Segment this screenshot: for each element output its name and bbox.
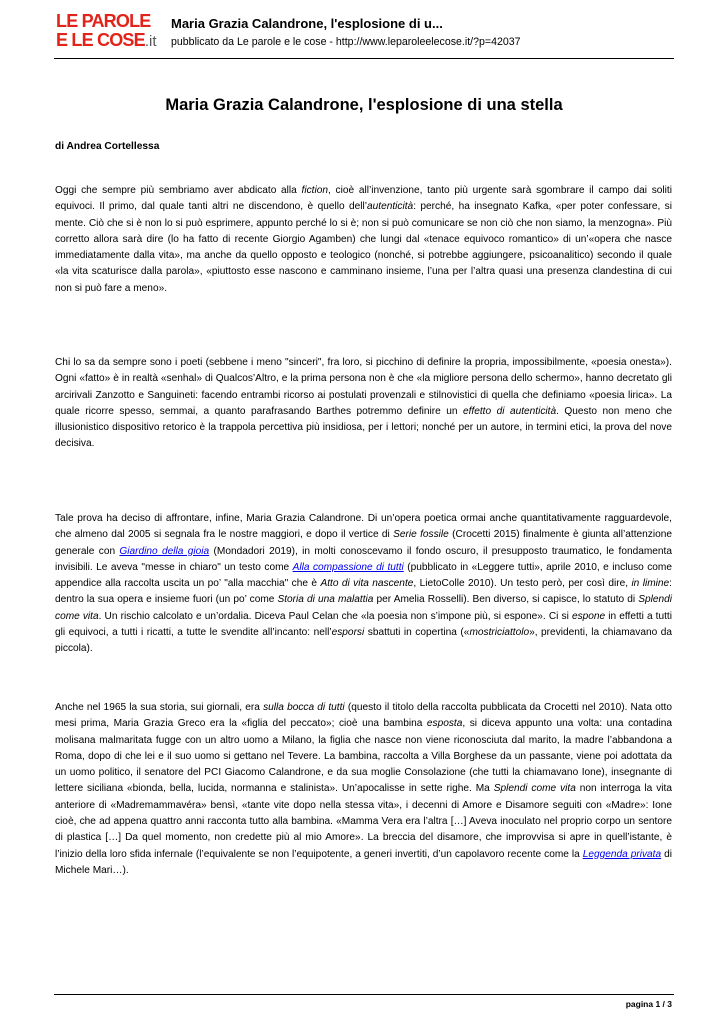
article-paragraph-4 xyxy=(55,700,672,879)
header-publication-info: pubblicato da Le parole e le cose - http://www.leparoleelecose.it/?p=42037 xyxy=(171,36,521,48)
logo-line-2 xyxy=(56,31,166,49)
italic-text: Serie fossile xyxy=(393,529,449,541)
text-run: », previdenti, la chiamavano da piccola). xyxy=(55,627,673,655)
article-title: Maria Grazia Calandrone, l'esplosione di una stella xyxy=(165,96,563,114)
text-run: : dentro la sua opera e insieme fuori (un po’ come xyxy=(55,578,672,606)
italic-text: mostriciattolo xyxy=(469,627,530,639)
italic-text: fiction xyxy=(301,185,328,196)
text-run: in effetti a tutti gli equivoci, a tutti i ricatti, a tutte le svendite all’incanto: nell’ xyxy=(55,610,672,639)
article-paragraph-2 xyxy=(55,355,672,453)
page-number: pagina 1 / 3 xyxy=(625,999,672,1009)
text-run: (questo il titolo della raccolta pubblicata da Crocetti nel 2010). Nata otto mesi prima, Maria Grazia Greco era la «figlia del peccato»; cioè una bambina xyxy=(55,702,673,730)
text-run: per Amelia Rosselli). Ben diverso, si capisce, lo statuto di xyxy=(373,594,639,606)
text-run: di Michele Mari…). xyxy=(55,848,672,876)
article-link[interactable]: Giardino della gioia xyxy=(119,545,210,557)
header-divider xyxy=(54,58,674,59)
footer-divider xyxy=(54,994,674,995)
text-run: (Mondadori 2019), in molti conoscevamo il fondo oscuro, il presupposto traumatico, le fondamenta invisibili. Le aveva "messe in chiaro" un testo come xyxy=(55,545,672,573)
text-run: Anche nel 1965 la sua storia, sui giornali, era xyxy=(55,702,264,713)
site-logo[interactable] xyxy=(56,12,166,49)
text-run: . Un rischio calcolato e un’ordalia. Diceva Paul Celan che «la poesia non s’impone più, si espone». Ci si xyxy=(98,610,572,622)
text-run: , LietoColle 2010). Un testo però, per così dire, xyxy=(413,578,632,590)
italic-text: Splendi come vita xyxy=(493,783,576,795)
text-run: , si diceva appunto una volta: una contadina molisana malmaritata fugge con un altro uomo a Milano, la figlia che nasce non viene riconosciuta dal marito, la madre l’abbandona a Roma, dopo di che lei e il suo uomo si gettano nel Tevere. La bambina, raccolta a Villa Borghese da un passante, viene poi adottata da un uomo politico, il senatore del PCI Giacomo Calandrone, e da sua moglie Consolazione (che tutti la chiamavano Ione), insegnante di lettere siciliana «bionda, bella, lucida, normanna e stalinista». Un’apocalisse in sette righe. Ma xyxy=(55,718,672,795)
logo-line-2-text: E LE COSE xyxy=(56,30,145,50)
italic-text: esporsi xyxy=(331,627,365,639)
article-paragraph-3 xyxy=(55,511,672,658)
text-run: : perché, ha insegnato Kafka, «per poter confessare, si mente. Ciò che si è non lo si può esprimere, appunto perché lo si è; non si può comunicare se non ciò che non siamo, la menzogna». Più corretto allora sarà dire (lo ha fatto di recente Giorgio Agamben) che lungi dal «tenace equivoco romantico» di un’«opera che nasce immediatamente dalla vita», ma anche da quello opposto e teologico (nonché, si potrebbe aggiungere, psicoanalitico) secondo il quale «la vita scaturisce dalla parola», «piuttosto esse nascono e camminano insieme, l’una per l’altra quasi una presenza clandestina di cui non si può fare a meno». xyxy=(55,201,672,294)
text-run: Chi lo sa da sempre sono i poeti (sebbene i meno "sinceri", fra loro, si picchino di definire la propria, impossibilmente, «poesia onesta»). Ogni «fatto» è in realtà «senhal» di Qualcos’Altro, e la prima persona non è che «la migliore persona dello schermo», hanno decretato gli arcirivali Zanzotto e Sanguineti: facendo entrambi ricorso ai postulati provenzali e stilnovistici di quella che definiamo «poesia lirica». La quale ricorre spesso, semmai, a quanto parafrasando Barthes potremmo definire un xyxy=(55,357,672,417)
text-run: sbattuti in copertina (« xyxy=(364,627,470,639)
text-run: . Questo non meno che illusionistico dispositivo retorico è la trappola percettiva più insidiosa, per i lettori; nonché per un autore, in termini etici, la prova del nove decisiva. xyxy=(55,405,672,450)
text-run: Tale prova ha deciso di affrontare, infine, Maria Grazia Calandrone. Di un’opera poetica ormai anche quantitativamente ragguardevole, che almeno dal 2005 si segnala fra le nostre maggiori, e dopo il vertice di xyxy=(55,513,672,541)
text-run: non interroga la vita anteriore di «Madremammavéra» bensì, «tante vite dopo nella stessa vita», i decenni di Amore e Disamore seguiti con «Madre»: Ione cioè, che ad appena quattro anni racconta tutto alla bambina. «Mamma Vera era l’altra […] Aveva inoculato nel proprio corpo un sentore di plastica […] Da quel momento, non credette più al mio Amore». La breccia del disamore, che improvvisa si apre in quell’istante, è l’inizio della loro sfida infernale (l’equivalente se non l’equipotente, a generi invertiti, d’un capolavoro recente come la xyxy=(55,783,672,860)
italic-text: Storia di una malattia xyxy=(277,594,374,606)
italic-text: sulla bocca di tutti xyxy=(263,702,345,713)
article-author: di Andrea Cortellessa xyxy=(55,141,160,152)
article-paragraph-1 xyxy=(55,183,672,297)
header-article-title: Maria Grazia Calandrone, l'esplosione di u... xyxy=(171,16,443,31)
logo-line-1: LE PAROLE xyxy=(56,11,151,31)
article-link[interactable]: Leggenda privata xyxy=(582,848,662,860)
text-run: Oggi che sempre più sembriamo aver abdicato alla xyxy=(55,185,302,196)
italic-text: in limine xyxy=(631,578,670,590)
text-run: , cioè all’invenzione, tanto più urgente sarà sgombrare il campo dai soliti equivoci. Il primo, dal quale tanti altri ne discendono, è quello dell’ xyxy=(55,185,672,213)
text-run: (Crocetti 2015) finalmente è giunta all’attenzione generale con xyxy=(55,529,672,557)
italic-text: autenticità xyxy=(367,201,414,213)
italic-text: Atto di vita nascente xyxy=(320,578,414,590)
italic-text: effetto di autenticità xyxy=(462,405,557,417)
article-link[interactable]: Alla compassione di tutti xyxy=(292,561,404,573)
italic-text: espone xyxy=(571,610,606,622)
logo-tld: .it xyxy=(144,33,157,50)
italic-text: Splendi come vita xyxy=(55,594,672,622)
text-run: (pubblicato in «Leggere tutti», aprile 2010, e incluso come appendice alla raccolta uscita un po’ "alla macchia" che è xyxy=(55,561,672,590)
italic-text: esposta xyxy=(426,718,463,730)
